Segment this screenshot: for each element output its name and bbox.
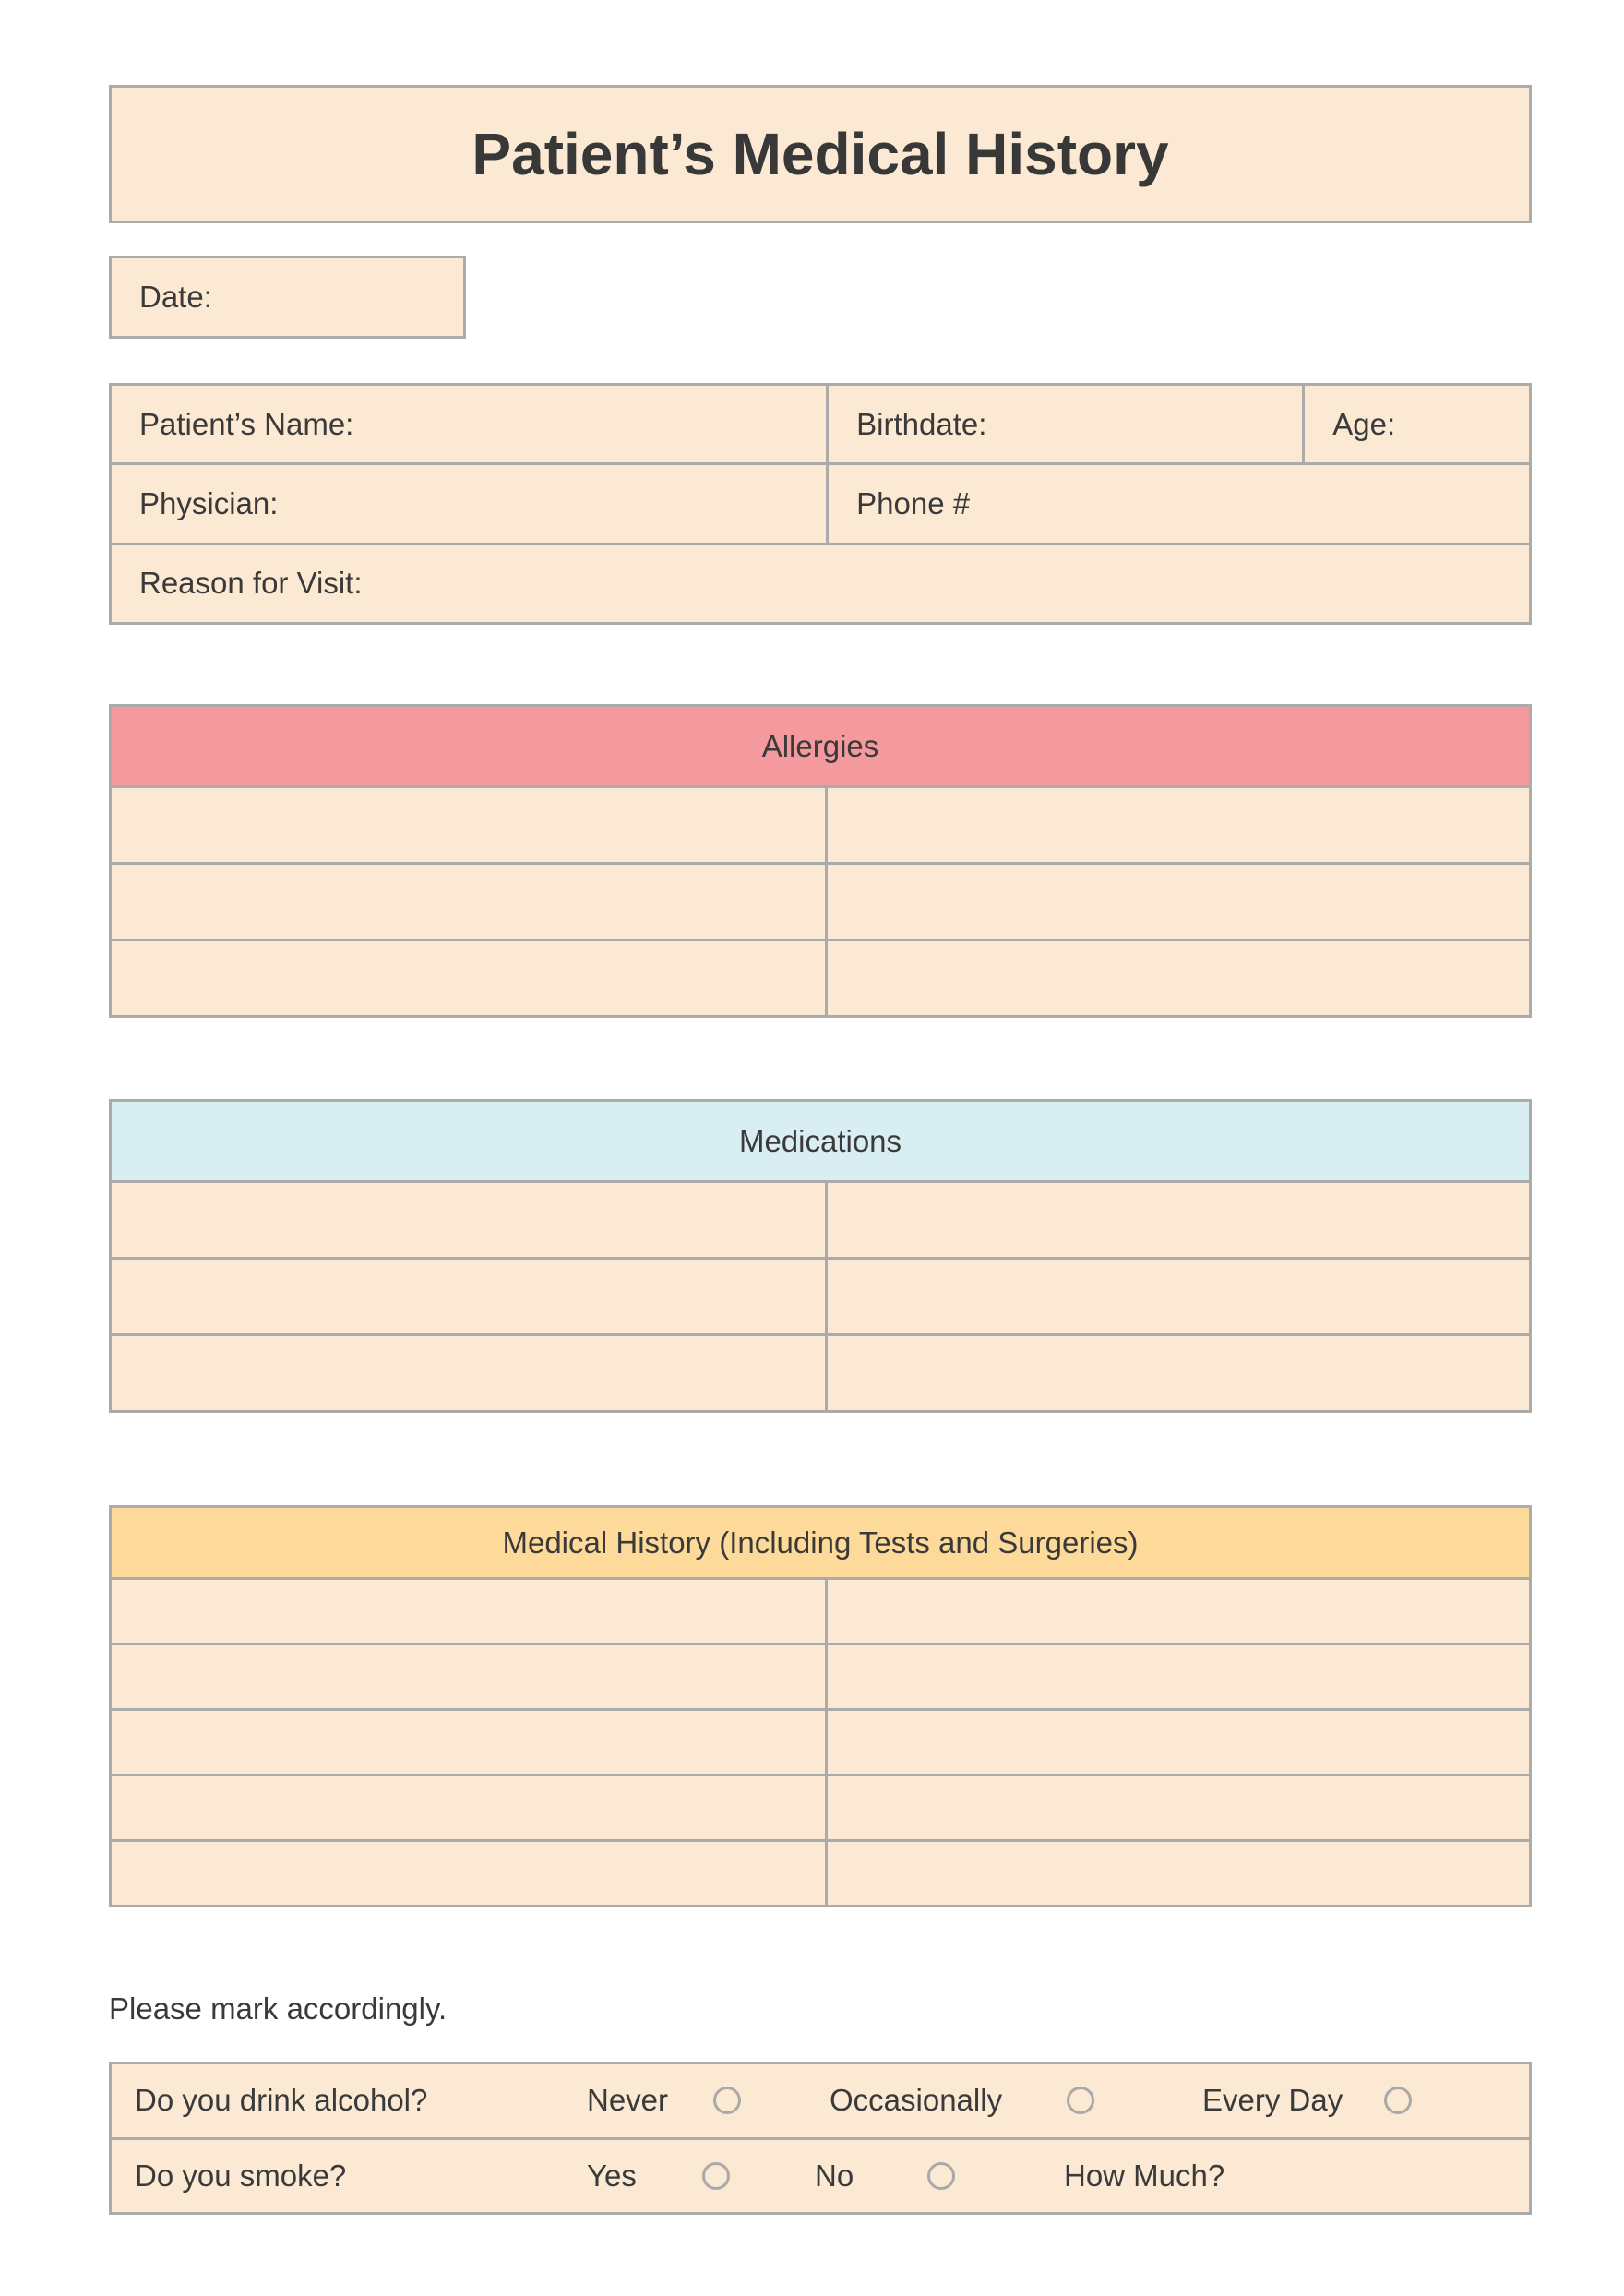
reason-for-visit-field[interactable] bbox=[112, 545, 1529, 622]
allergies-row bbox=[112, 939, 1529, 1015]
medical-history-entry-cell[interactable] bbox=[112, 1580, 825, 1643]
age-field[interactable] bbox=[1302, 386, 1529, 462]
patient-info-row-3 bbox=[112, 543, 1529, 622]
physician-label: Physician: bbox=[139, 485, 279, 520]
smoking-option-no-label: No bbox=[815, 2158, 854, 2193]
medications-row bbox=[112, 1333, 1529, 1410]
birthdate-label: Birthdate: bbox=[856, 406, 987, 441]
medical-history-entry-cell[interactable] bbox=[825, 1711, 1529, 1774]
allergies-entry-cell[interactable] bbox=[825, 788, 1529, 862]
alcohol-everyday-radio[interactable] bbox=[1384, 2087, 1412, 2114]
medications-row bbox=[112, 1257, 1529, 1333]
medications-entry-cell[interactable] bbox=[825, 1336, 1529, 1410]
alcohol-question-row bbox=[112, 2064, 1529, 2137]
phone-field[interactable] bbox=[826, 465, 1529, 542]
page-title: Patient’s Medical History bbox=[472, 121, 1169, 187]
medical-history-section bbox=[109, 1505, 1532, 1907]
age-label: Age: bbox=[1332, 406, 1396, 441]
allergies-entry-cell[interactable] bbox=[112, 788, 825, 862]
alcohol-occasionally-radio[interactable] bbox=[1067, 2087, 1094, 2114]
smoking-question-label: Do you smoke? bbox=[135, 2158, 347, 2193]
medical-history-entry-cell[interactable] bbox=[112, 1776, 825, 1839]
date-field[interactable] bbox=[109, 256, 466, 339]
medications-entry-cell[interactable] bbox=[112, 1260, 825, 1333]
allergies-section bbox=[109, 704, 1532, 1018]
date-label: Date: bbox=[139, 280, 212, 314]
medications-entry-cell[interactable] bbox=[112, 1336, 825, 1410]
smoking-question-row bbox=[112, 2137, 1529, 2213]
medications-title: Medications bbox=[738, 1123, 902, 1158]
medical-history-title: Medical History (Including Tests and Surgeries) bbox=[502, 1525, 1139, 1560]
medical-history-row bbox=[112, 1839, 1529, 1905]
patient-info-row-1 bbox=[112, 386, 1529, 462]
medications-entry-cell[interactable] bbox=[825, 1183, 1529, 1257]
allergies-title: Allergies bbox=[761, 728, 879, 763]
allergies-row bbox=[112, 785, 1529, 862]
smoking-no-radio[interactable] bbox=[927, 2162, 955, 2190]
medications-header bbox=[112, 1102, 1529, 1180]
medical-history-entry-cell[interactable] bbox=[112, 1711, 825, 1774]
medical-history-header bbox=[112, 1508, 1529, 1577]
form-title-box bbox=[109, 85, 1532, 223]
allergies-entry-cell[interactable] bbox=[112, 941, 825, 1015]
alcohol-option-everyday-label: Every Day bbox=[1202, 2083, 1343, 2118]
medications-section bbox=[109, 1099, 1532, 1413]
medical-history-row bbox=[112, 1774, 1529, 1839]
smoking-option-yes-label: Yes bbox=[587, 2158, 637, 2193]
medical-history-row bbox=[112, 1708, 1529, 1774]
smoking-how-much-label: How Much? bbox=[1064, 2158, 1225, 2193]
medical-history-row bbox=[112, 1643, 1529, 1708]
allergies-entry-cell[interactable] bbox=[825, 865, 1529, 939]
medical-history-entry-cell[interactable] bbox=[825, 1645, 1529, 1708]
birthdate-field[interactable] bbox=[826, 386, 1302, 462]
reason-for-visit-label: Reason for Visit: bbox=[139, 566, 363, 601]
physician-field[interactable] bbox=[112, 465, 826, 542]
medications-entry-cell[interactable] bbox=[112, 1183, 825, 1257]
alcohol-option-never-label: Never bbox=[587, 2083, 669, 2118]
medical-history-entry-cell[interactable] bbox=[825, 1776, 1529, 1839]
medical-history-entry-cell[interactable] bbox=[112, 1645, 825, 1708]
medications-row bbox=[112, 1180, 1529, 1257]
patient-info-table bbox=[109, 383, 1532, 625]
alcohol-option-occasionally-label: Occasionally bbox=[830, 2083, 1003, 2118]
phone-label: Phone # bbox=[856, 485, 971, 520]
patient-name-field[interactable] bbox=[112, 386, 826, 462]
medical-history-entry-cell[interactable] bbox=[825, 1580, 1529, 1643]
allergies-entry-cell[interactable] bbox=[825, 941, 1529, 1015]
medical-history-entry-cell[interactable] bbox=[112, 1842, 825, 1905]
medical-history-row bbox=[112, 1577, 1529, 1643]
questionnaire-table bbox=[109, 2062, 1532, 2215]
alcohol-never-radio[interactable] bbox=[713, 2087, 741, 2114]
patient-info-row-2 bbox=[112, 462, 1529, 542]
instruction-text: Please mark accordingly. bbox=[109, 1991, 448, 2026]
allergies-row bbox=[112, 862, 1529, 939]
patient-name-label: Patient’s Name: bbox=[139, 406, 354, 441]
alcohol-question-label: Do you drink alcohol? bbox=[135, 2083, 428, 2118]
medical-history-entry-cell[interactable] bbox=[825, 1842, 1529, 1905]
allergies-header bbox=[112, 707, 1529, 785]
allergies-entry-cell[interactable] bbox=[112, 865, 825, 939]
medications-entry-cell[interactable] bbox=[825, 1260, 1529, 1333]
smoking-yes-radio[interactable] bbox=[702, 2162, 730, 2190]
